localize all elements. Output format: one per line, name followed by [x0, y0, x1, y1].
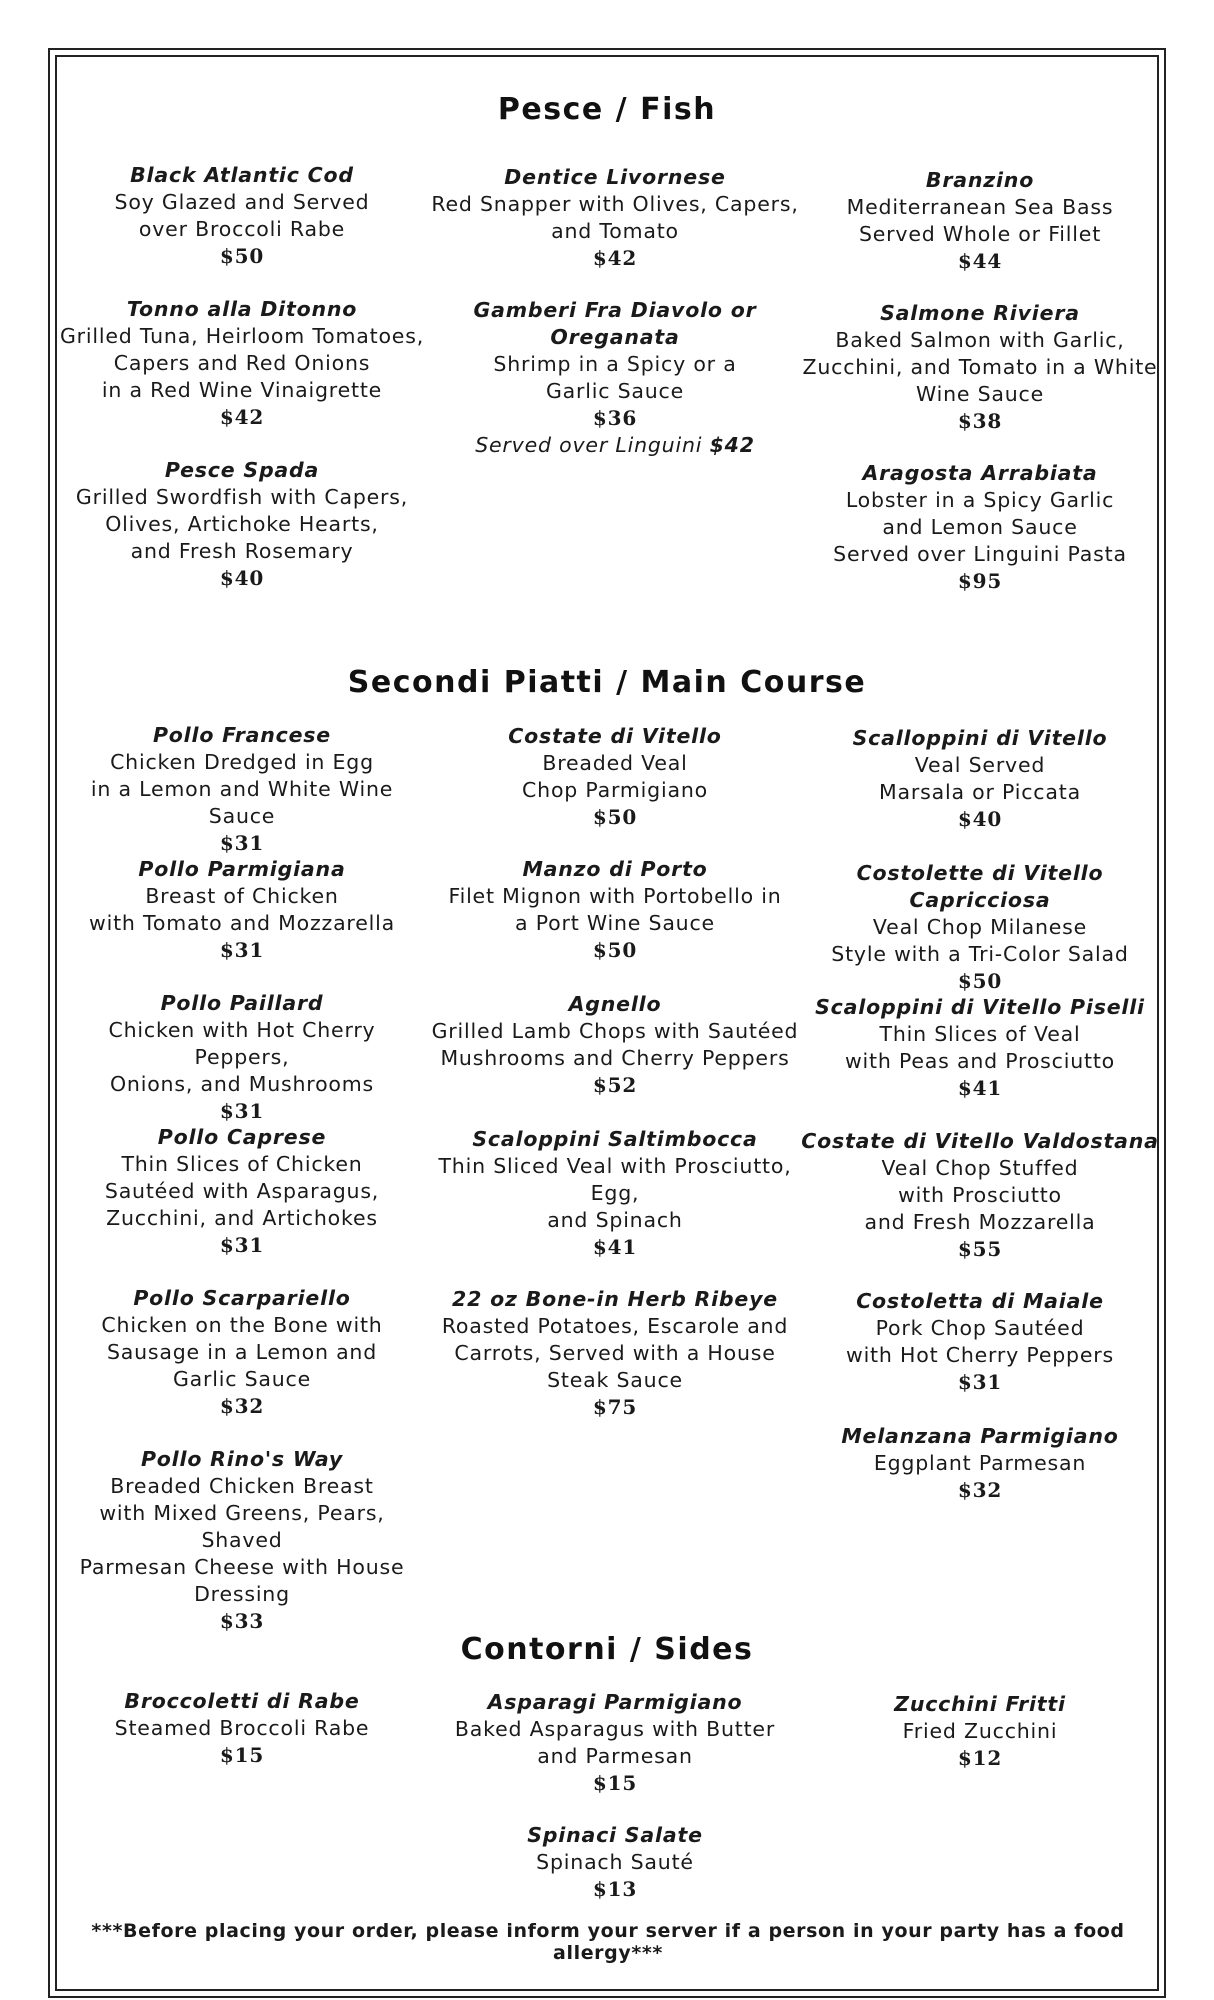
item-desc: Thin Slices of Chicken Sautéed with Asparagus, Zucchini, and Artichokes: [104, 1152, 380, 1230]
menu-item-scaloppini-saltimbocca: [430, 1126, 800, 1261]
item-note-price: $42: [709, 433, 755, 457]
item-desc: Soy Glazed and Served over Broccoli Rabe: [114, 190, 370, 241]
item-desc: Filet Mignon with Portobello in a Port Wine Sauce: [448, 884, 782, 935]
item-note-text: Served over Linguini: [475, 433, 703, 457]
item-price: $31: [219, 1233, 265, 1257]
item-name: Costoletta di Maiale: [856, 1289, 1104, 1313]
menu-item-costoletta-di-maiale: [800, 1288, 1160, 1396]
item-desc: Chicken on the Bone with Sausage in a Lemon and Garlic Sauce: [101, 1313, 383, 1391]
item-desc: Mediterranean Sea Bass Served Whole or Fillet: [846, 195, 1114, 246]
item-name: Branzino: [925, 168, 1035, 192]
menu-item-zucchini-fritti: [800, 1691, 1160, 1772]
menu-item-pollo-scarpariello: [58, 1285, 426, 1420]
section-title-main-course: Secondi Piatti / Main Course: [347, 665, 867, 700]
item-price: $32: [957, 1478, 1003, 1502]
item-price: $33: [219, 1609, 265, 1633]
menu-item-pollo-parmigiana: [58, 856, 426, 964]
item-name: Costate di Vitello Valdostana: [801, 1129, 1159, 1153]
item-desc: Chicken with Hot Cherry Peppers, Onions, and Mushrooms: [108, 1018, 376, 1096]
item-desc: Grilled Swordfish with Capers, Olives, Artichoke Hearts, and Fresh Rosemary: [75, 485, 409, 563]
item-price: $52: [592, 1073, 638, 1097]
item-desc: Fried Zucchini: [902, 1719, 1058, 1743]
menu-item-dentice-livornese: [430, 164, 800, 272]
item-desc: Veal Chop Stuffed with Prosciutto and Fresh Mozzarella: [864, 1156, 1096, 1234]
item-name: Zucchini Fritti: [894, 1692, 1066, 1716]
item-note: [430, 432, 800, 459]
item-desc: Baked Salmon with Garlic, Zucchini, and Tomato in a White Wine Sauce: [802, 328, 1158, 406]
item-price: $75: [592, 1395, 638, 1419]
menu-item-branzino: [800, 167, 1160, 275]
item-name: 22 oz Bone-in Herb Ribeye: [452, 1287, 778, 1311]
item-price: $31: [219, 938, 265, 962]
item-price: $31: [957, 1370, 1003, 1394]
item-name: Pollo Scarpariello: [133, 1286, 351, 1310]
item-name: Asparagi Parmigiano: [487, 1690, 743, 1714]
menu-item-herb-ribeye: [430, 1286, 800, 1421]
item-price: $42: [219, 405, 265, 429]
item-desc: Chicken Dredged in Egg in a Lemon and White Wine Sauce: [90, 750, 394, 828]
item-desc: Veal Chop Milanese Style with a Tri-Color Salad: [831, 915, 1129, 966]
menu-item-costate-valdostana: [800, 1128, 1160, 1263]
menu-item-pollo-paillard: [58, 990, 426, 1125]
item-desc: Breaded Chicken Breast with Mixed Greens, Pears, Shaved Parmesan Cheese with House Dressing: [79, 1474, 405, 1606]
allergy-notice: ***Before placing your order, please inform your server if a person in your party has a food allergy***: [91, 1920, 1125, 1964]
item-name: Manzo di Porto: [522, 857, 708, 881]
item-price: $41: [957, 1076, 1003, 1100]
item-desc: Breaded Veal Chop Parmigiano: [522, 751, 708, 802]
item-price: $42: [592, 246, 638, 270]
item-name: Scaloppini di Vitello Piselli: [815, 995, 1145, 1019]
item-name: Dentice Livornese: [504, 165, 726, 189]
item-name: Spinaci Salate: [527, 1823, 703, 1847]
item-name: Agnello: [568, 992, 662, 1016]
item-name: Pollo Paillard: [160, 991, 324, 1015]
item-desc: Eggplant Parmesan: [873, 1451, 1087, 1475]
item-price: $15: [592, 1771, 638, 1795]
item-price: $31: [219, 1099, 265, 1123]
menu-item-spinaci-salate: [430, 1822, 800, 1903]
item-price: $12: [957, 1746, 1003, 1770]
section-title-fish: Pesce / Fish: [497, 92, 717, 127]
item-desc: Steamed Broccoli Rabe: [114, 1716, 370, 1740]
menu-item-black-atlantic-cod: [58, 162, 426, 270]
item-price: $36: [592, 406, 638, 430]
item-price: $44: [957, 249, 1003, 273]
menu-item-gamberi-fra-diavolo: [430, 297, 800, 459]
item-name: Salmone Riviera: [880, 301, 1080, 325]
item-name: Broccoletti di Rabe: [124, 1689, 360, 1713]
item-name: Pollo Rino's Way: [140, 1447, 344, 1471]
item-name: Pollo Caprese: [157, 1125, 327, 1149]
item-name: Aragosta Arrabiata: [862, 461, 1098, 485]
item-name: Pesce Spada: [164, 458, 320, 482]
menu-item-tonno-alla-ditonno: [58, 296, 426, 431]
section-title-sides: Contorni / Sides: [460, 1632, 754, 1667]
menu-item-asparagi-parmigiano: [430, 1689, 800, 1797]
item-name: Melanzana Parmigiano: [841, 1424, 1119, 1448]
item-price: $50: [957, 969, 1003, 993]
item-desc: Grilled Lamb Chops with Sautéed Mushrooms and Cherry Peppers: [431, 1019, 799, 1070]
item-desc: Grilled Tuna, Heirloom Tomatoes, Capers and Red Onions in a Red Wine Vinaigrette: [59, 324, 425, 402]
item-name: Gamberi Fra Diavolo or Oreganata: [473, 298, 757, 349]
menu-item-manzo-di-porto: [430, 856, 800, 964]
item-price: $50: [592, 805, 638, 829]
item-desc: Thin Sliced Veal with Prosciutto, Egg, and Spinach: [438, 1154, 792, 1232]
item-price: $38: [957, 409, 1003, 433]
item-desc: Breast of Chicken with Tomato and Mozzarella: [89, 884, 395, 935]
menu-item-aragosta-arrabiata: [800, 460, 1160, 595]
item-price: $15: [219, 1743, 265, 1767]
item-name: Pollo Parmigiana: [138, 857, 346, 881]
menu-item-broccoletti-di-rabe: [58, 1688, 426, 1769]
item-price: $32: [219, 1394, 265, 1418]
menu-item-salmone-riviera: [800, 300, 1160, 435]
item-desc: Red Snapper with Olives, Capers, and Tomato: [431, 192, 799, 243]
item-name: Black Atlantic Cod: [130, 163, 354, 187]
item-desc: Shrimp in a Spicy or a Garlic Sauce: [493, 352, 737, 403]
menu-item-scaloppini-piselli: [800, 994, 1160, 1102]
item-name: Costolette di Vitello Capricciosa: [856, 861, 1104, 912]
menu-item-agnello: [430, 991, 800, 1099]
item-desc: Veal Served Marsala or Piccata: [879, 753, 1081, 804]
item-name: Costate di Vitello: [508, 724, 722, 748]
item-price: $50: [219, 244, 265, 268]
menu-item-scalloppini-di-vitello: [800, 725, 1160, 833]
item-name: Pollo Francese: [152, 723, 332, 747]
item-desc: Roasted Potatoes, Escarole and Carrots, Served with a House Steak Sauce: [441, 1314, 789, 1392]
menu-item-pollo-francese: [58, 722, 426, 857]
item-price: $31: [219, 831, 265, 855]
item-price: $40: [219, 566, 265, 590]
item-name: Scaloppini Saltimbocca: [472, 1127, 758, 1151]
item-desc: Lobster in a Spicy Garlic and Lemon Sauce Served over Linguini Pasta: [833, 488, 1127, 566]
item-price: $55: [957, 1237, 1003, 1261]
menu-item-pesce-spada: [58, 457, 426, 592]
item-price: $50: [592, 938, 638, 962]
menu-item-melanzana-parmigiano: [800, 1423, 1160, 1504]
menu-item-costate-di-vitello: [430, 723, 800, 831]
item-price: $40: [957, 807, 1003, 831]
item-name: Scalloppini di Vitello: [852, 726, 1108, 750]
item-price: $95: [957, 569, 1003, 593]
item-desc: Spinach Sauté: [536, 1850, 694, 1874]
menu-item-pollo-caprese: [58, 1124, 426, 1259]
menu-item-pollo-rinos-way: [58, 1446, 426, 1635]
item-desc: Baked Asparagus with Butter and Parmesan: [454, 1717, 776, 1768]
item-desc: Pork Chop Sautéed with Hot Cherry Peppers: [846, 1316, 1114, 1367]
menu-item-costolette-capricciosa: [800, 860, 1160, 995]
item-price: $13: [592, 1877, 638, 1901]
item-price: $41: [592, 1235, 638, 1259]
item-name: Tonno alla Ditonno: [126, 297, 358, 321]
item-desc: Thin Slices of Veal with Peas and Prosciutto: [844, 1022, 1116, 1073]
